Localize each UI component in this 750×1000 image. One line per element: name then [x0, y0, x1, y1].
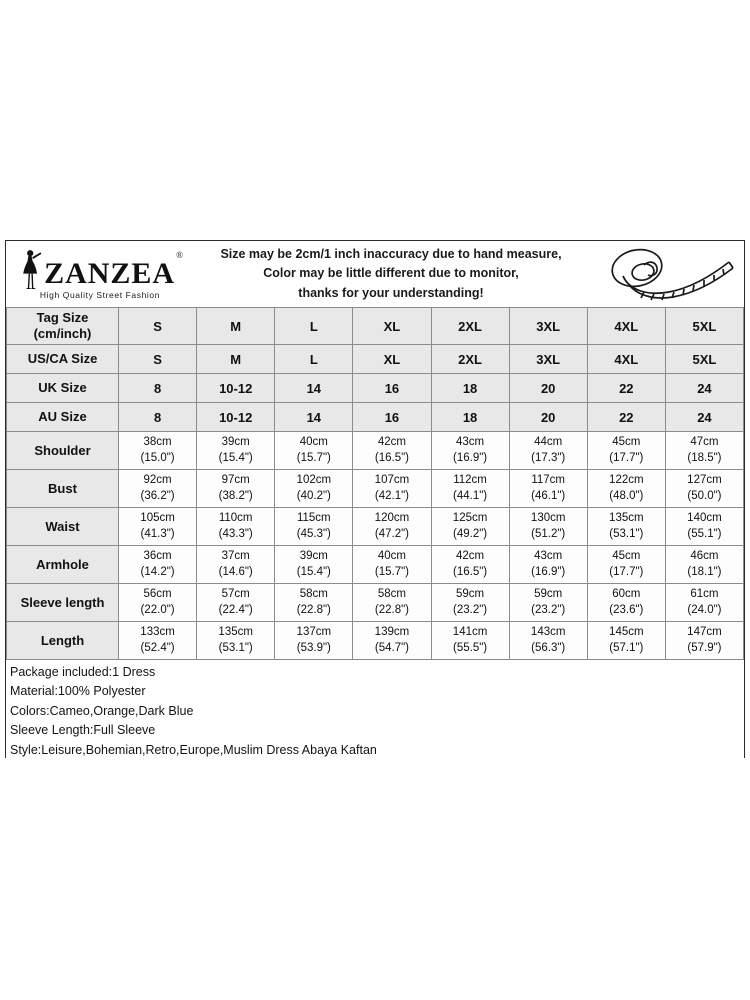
cell-waist-3xl — [509, 508, 587, 546]
value-inch: (49.2") — [453, 527, 488, 540]
registered-trademark-icon: ® — [176, 249, 183, 260]
cell-shoulder-2xl — [431, 432, 509, 470]
cell-shoulder-3xl — [509, 432, 587, 470]
value-inch: (44.1") — [453, 489, 488, 502]
cell-shoulder-m — [197, 432, 275, 470]
row-label-sleeve-length: Sleeve length — [7, 584, 119, 622]
value-cm: 122cm — [609, 473, 644, 486]
cell-waist-5xl — [665, 508, 743, 546]
cell-waist-4xl — [587, 508, 665, 546]
row-label-au-size: AU Size — [7, 403, 119, 432]
table-row-sleeve-length — [7, 584, 744, 622]
cell-us-ca-3: L — [275, 345, 353, 374]
value-inch: (16.9") — [531, 565, 566, 578]
cell-armhole-s — [119, 546, 197, 584]
cell-shoulder-l — [275, 432, 353, 470]
value-cm: 147cm — [687, 625, 722, 638]
brand-name: ZANZEA — [44, 256, 176, 290]
value-inch: (18.1") — [687, 565, 722, 578]
description-style: Style:Leisure,Bohemian,Retro,Europe,Muslim Dress Abaya Kaftan — [10, 742, 377, 757]
row-label-tag-size — [7, 308, 119, 345]
value-cm: 145cm — [609, 625, 644, 638]
cell-armhole-2xl — [431, 546, 509, 584]
cell-bust-3xl — [509, 470, 587, 508]
cell-tag-size-3xl: 3XL — [509, 308, 587, 345]
value-cm: 133cm — [140, 625, 175, 638]
cell-us-ca-6: 3XL — [509, 345, 587, 374]
cell-au-6: 20 — [509, 403, 587, 432]
cell-length-2xl — [431, 622, 509, 660]
notice-line-1: Size may be 2cm/1 inch inaccuracy due to hand measure, — [220, 246, 562, 261]
row-label-line-1: Tag Size — [36, 309, 89, 325]
measurement-notice — [188, 245, 594, 303]
cell-uk-6: 20 — [509, 374, 587, 403]
value-cm: 58cm — [377, 587, 406, 600]
value-cm: 117cm — [531, 473, 566, 486]
value-inch: (15.7") — [296, 451, 331, 464]
value-cm: 43cm — [534, 549, 563, 562]
cell-bust-4xl — [587, 470, 665, 508]
fashion-model-silhouette-icon — [17, 249, 43, 289]
description-package: Package included:1 Dress — [10, 665, 156, 679]
cell-shoulder-s — [119, 432, 197, 470]
notice-line-3: thanks for your understanding! — [298, 285, 484, 300]
value-inch: (57.9") — [687, 641, 722, 654]
description-colors: Colors:Cameo,Orange,Dark Blue — [10, 703, 194, 718]
value-cm: 102cm — [296, 473, 332, 486]
row-label-armhole: Armhole — [7, 546, 119, 584]
value-cm: 58cm — [299, 587, 328, 600]
value-cm: 97cm — [221, 473, 250, 486]
row-label-shoulder: Shoulder — [7, 432, 119, 470]
value-inch: (18.5") — [687, 451, 722, 464]
cell-length-l — [275, 622, 353, 660]
cell-uk-1: 8 — [119, 374, 197, 403]
value-cm: 44cm — [534, 435, 563, 448]
cell-tag-size-s: S — [119, 308, 197, 345]
value-cm: 61cm — [690, 587, 719, 600]
value-cm: 143cm — [530, 625, 566, 638]
value-inch: (54.7") — [374, 641, 409, 654]
value-inch: (22.4") — [218, 603, 253, 616]
measuring-tape-icon — [594, 246, 744, 302]
value-cm: 59cm — [534, 587, 563, 600]
row-label-uk-size: UK Size — [7, 374, 119, 403]
value-inch: (17.7") — [609, 451, 644, 464]
cell-au-2: 10-12 — [197, 403, 275, 432]
cell-us-ca-4: XL — [353, 345, 431, 374]
chart-banner — [6, 241, 744, 307]
cell-us-ca-1: S — [119, 345, 197, 374]
brand-logo — [6, 249, 188, 300]
cell-sleeve-4xl — [587, 584, 665, 622]
cell-uk-2: 10-12 — [197, 374, 275, 403]
product-description — [6, 660, 744, 764]
value-cm: 135cm — [218, 625, 253, 638]
cell-au-7: 22 — [587, 403, 665, 432]
value-cm: 115cm — [296, 511, 331, 524]
cell-armhole-5xl — [665, 546, 743, 584]
value-inch: (15.4") — [296, 565, 331, 578]
row-label-line-2: (cm/inch) — [33, 326, 92, 341]
value-cm: 38cm — [143, 435, 172, 448]
cell-sleeve-s — [119, 584, 197, 622]
cell-bust-l — [275, 470, 353, 508]
cell-bust-s — [119, 470, 197, 508]
value-inch: (55.5") — [453, 641, 488, 654]
value-inch: (16.9") — [453, 451, 488, 464]
value-inch: (57.1") — [609, 641, 644, 654]
table-row-au-size — [7, 403, 744, 432]
value-inch: (51.2") — [531, 527, 566, 540]
cell-au-1: 8 — [119, 403, 197, 432]
description-sleeve-length: Sleeve Length:Full Sleeve — [10, 723, 156, 738]
value-cm: 140cm — [687, 511, 722, 524]
value-inch: (15.7") — [374, 565, 409, 578]
value-inch: (52.4") — [140, 641, 175, 654]
row-label-bust: Bust — [7, 470, 119, 508]
value-cm: 141cm — [452, 625, 488, 638]
value-inch: (53.1") — [609, 527, 644, 540]
table-row-uk-size — [7, 374, 744, 403]
value-cm: 46cm — [690, 549, 719, 562]
value-inch: (23.6") — [609, 603, 644, 616]
value-cm: 110cm — [218, 511, 253, 524]
value-cm: 57cm — [221, 587, 250, 600]
value-cm: 92cm — [143, 473, 172, 486]
value-inch: (23.2") — [531, 603, 566, 616]
value-inch: (14.2") — [140, 565, 175, 578]
value-cm: 120cm — [374, 511, 410, 524]
row-label-us-ca-size: US/CA Size — [7, 345, 119, 374]
cell-tag-size-xl: XL — [353, 308, 431, 345]
cell-tag-size-m: M — [197, 308, 275, 345]
cell-length-m — [197, 622, 275, 660]
value-cm: 45cm — [612, 549, 641, 562]
value-cm: 45cm — [612, 435, 641, 448]
cell-waist-xl — [353, 508, 431, 546]
size-chart-table — [6, 307, 744, 660]
value-inch: (40.2") — [296, 489, 331, 502]
table-row-us-ca-size — [7, 345, 744, 374]
value-inch: (15.0") — [140, 451, 175, 464]
cell-shoulder-4xl — [587, 432, 665, 470]
cell-sleeve-5xl — [665, 584, 743, 622]
value-inch: (23.2") — [453, 603, 488, 616]
cell-waist-2xl — [431, 508, 509, 546]
value-cm: 36cm — [143, 549, 172, 562]
cell-length-xl — [353, 622, 431, 660]
value-inch: (50.0") — [687, 489, 722, 502]
value-inch: (41.3") — [140, 527, 175, 540]
row-label-length: Length — [7, 622, 119, 660]
value-inch: (48.0") — [609, 489, 644, 502]
cell-sleeve-xl — [353, 584, 431, 622]
value-cm: 107cm — [374, 473, 410, 486]
value-inch: (53.9") — [296, 641, 331, 654]
cell-sleeve-l — [275, 584, 353, 622]
value-inch: (47.2") — [374, 527, 409, 540]
value-inch: (22.0") — [140, 603, 175, 616]
value-cm: 137cm — [296, 625, 332, 638]
value-cm: 42cm — [456, 549, 485, 562]
value-cm: 60cm — [612, 587, 641, 600]
cell-au-3: 14 — [275, 403, 353, 432]
value-inch: (22.8") — [296, 603, 331, 616]
cell-sleeve-m — [197, 584, 275, 622]
value-inch: (53.1") — [218, 641, 253, 654]
value-cm: 59cm — [456, 587, 485, 600]
value-inch: (17.7") — [609, 565, 644, 578]
value-cm: 47cm — [690, 435, 719, 448]
table-row-armhole — [7, 546, 744, 584]
value-inch: (16.5") — [374, 451, 409, 464]
cell-us-ca-5: 2XL — [431, 345, 509, 374]
table-row-bust — [7, 470, 744, 508]
cell-shoulder-xl — [353, 432, 431, 470]
cell-uk-7: 22 — [587, 374, 665, 403]
value-cm: 127cm — [687, 473, 722, 486]
description-material: Material:100% Polyester — [10, 684, 146, 699]
cell-au-8: 24 — [665, 403, 743, 432]
value-inch: (55.1") — [687, 527, 722, 540]
value-cm: 42cm — [377, 435, 406, 448]
value-cm: 39cm — [299, 549, 328, 562]
table-row-tag-size — [7, 308, 744, 345]
cell-sleeve-3xl — [509, 584, 587, 622]
cell-armhole-4xl — [587, 546, 665, 584]
value-cm: 40cm — [299, 435, 328, 448]
cell-length-5xl — [665, 622, 743, 660]
cell-length-s — [119, 622, 197, 660]
value-inch: (43.3") — [218, 527, 253, 540]
value-inch: (14.6") — [218, 565, 253, 578]
value-cm: 105cm — [140, 511, 175, 524]
value-inch: (56.3") — [531, 641, 566, 654]
cell-us-ca-8: 5XL — [665, 345, 743, 374]
value-cm: 37cm — [221, 549, 250, 562]
table-row-shoulder — [7, 432, 744, 470]
cell-tag-size-5xl: 5XL — [665, 308, 743, 345]
value-inch: (22.8") — [374, 603, 409, 616]
value-inch: (36.2") — [140, 489, 175, 502]
cell-bust-2xl — [431, 470, 509, 508]
cell-armhole-l — [275, 546, 353, 584]
cell-armhole-m — [197, 546, 275, 584]
cell-tag-size-4xl: 4XL — [587, 308, 665, 345]
cell-uk-8: 24 — [665, 374, 743, 403]
cell-uk-5: 18 — [431, 374, 509, 403]
cell-bust-5xl — [665, 470, 743, 508]
cell-bust-xl — [353, 470, 431, 508]
cell-armhole-xl — [353, 546, 431, 584]
table-row-length — [7, 622, 744, 660]
brand-tagline: High Quality Street Fashion — [39, 289, 161, 300]
value-cm: 112cm — [453, 473, 487, 486]
value-inch: (17.3") — [531, 451, 566, 464]
row-label-waist: Waist — [7, 508, 119, 546]
value-inch: (38.2") — [218, 489, 253, 502]
value-inch: (24.0") — [687, 603, 722, 616]
cell-waist-l — [275, 508, 353, 546]
cell-waist-m — [197, 508, 275, 546]
cell-armhole-3xl — [509, 546, 587, 584]
value-cm: 56cm — [143, 587, 172, 600]
value-cm: 43cm — [456, 435, 485, 448]
size-chart-container — [5, 240, 745, 758]
value-cm: 125cm — [452, 511, 488, 524]
notice-line-2: Color may be little different due to monitor, — [263, 266, 519, 281]
value-inch: (42.1") — [374, 489, 409, 502]
cell-us-ca-7: 4XL — [587, 345, 665, 374]
value-cm: 39cm — [221, 435, 250, 448]
value-inch: (15.4") — [218, 451, 253, 464]
value-inch: (16.5") — [453, 565, 488, 578]
cell-length-3xl — [509, 622, 587, 660]
cell-au-4: 16 — [353, 403, 431, 432]
cell-tag-size-2xl: 2XL — [431, 308, 509, 345]
cell-shoulder-5xl — [665, 432, 743, 470]
value-cm: 135cm — [609, 511, 644, 524]
cell-sleeve-2xl — [431, 584, 509, 622]
value-cm: 130cm — [530, 511, 566, 524]
value-inch: (45.3") — [296, 527, 331, 540]
cell-length-4xl — [587, 622, 665, 660]
value-cm: 139cm — [374, 625, 410, 638]
cell-waist-s — [119, 508, 197, 546]
value-cm: 40cm — [377, 549, 406, 562]
cell-au-5: 18 — [431, 403, 509, 432]
cell-uk-4: 16 — [353, 374, 431, 403]
cell-bust-m — [197, 470, 275, 508]
table-row-waist — [7, 508, 744, 546]
cell-us-ca-2: M — [197, 345, 275, 374]
value-inch: (46.1") — [531, 489, 566, 502]
cell-uk-3: 14 — [275, 374, 353, 403]
cell-tag-size-l: L — [275, 308, 353, 345]
